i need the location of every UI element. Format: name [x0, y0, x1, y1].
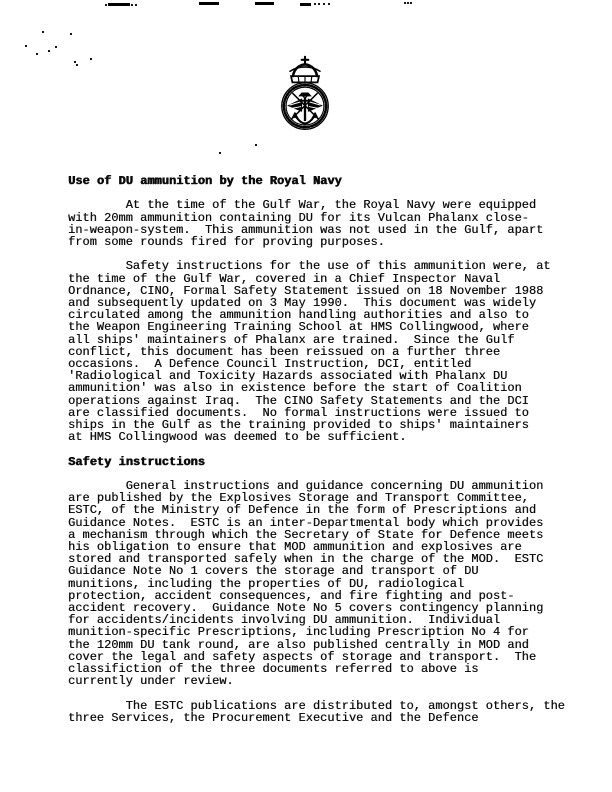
paragraph — [68, 700, 588, 724]
scan-artifact — [199, 2, 219, 5]
text-line: a mechanism through which the Secretary of State for Defence meets — [68, 527, 544, 542]
scan-artifact — [135, 4, 137, 6]
text-line: are classified documents. No formal instructions were issued to — [68, 405, 529, 420]
scan-speck — [70, 33, 72, 35]
section-heading: Safety instructions — [68, 454, 205, 469]
text-line: munitions, including the properties of DU, radiological — [68, 576, 465, 591]
scan-artifact — [105, 4, 107, 6]
scan-speck — [255, 144, 257, 146]
text-line: At the time of the Gulf War, the Royal Navy were equipped — [68, 198, 537, 213]
paragraph — [68, 260, 588, 443]
text-line: Guidance Notes. ESTC is an inter-Departmental body which provides — [68, 515, 544, 530]
section-heading: Use of DU ammunition by the Royal Navy — [68, 174, 342, 188]
text-line: stored and transported safely when in the charge of the MOD. ESTC — [68, 552, 544, 567]
scan-artifact — [318, 3, 320, 5]
text-line: accident recovery. Guidance Note No 5 covers contingency planning — [68, 601, 544, 616]
text-line: the Weapon Engineering Training School at HMS Collingwood, where — [68, 320, 529, 335]
text-line: with 20mm ammunition containing DU for its Vulcan Phalanx close- — [68, 210, 529, 225]
text-line: circulated among the ammunition handling authorities and also to — [68, 308, 529, 323]
text-line: munition-specific Prescriptions, including Prescription No 4 for — [68, 625, 529, 640]
mod-crest — [276, 55, 334, 133]
paragraph — [68, 480, 588, 687]
scan-speck — [48, 50, 50, 52]
scan-artifact — [404, 2, 406, 4]
scan-speck — [76, 64, 78, 66]
scan-speck — [219, 152, 221, 154]
text-line: are published by the Explosives Storage and Transport Committee, — [68, 491, 529, 506]
scan-artifact — [314, 3, 316, 5]
text-line: the 120mm DU tank round, are also published centrally in MOD and — [68, 637, 529, 652]
text-line: for accidents/incidents involving DU ammunition. Individual — [68, 613, 501, 628]
text-line: and subsequently updated on 3 May 1990. This document was widely — [68, 296, 537, 310]
scan-artifact — [407, 2, 409, 4]
text-line: Guidance Note No 1 covers the storage and transport of DU — [68, 564, 479, 579]
text-line: cover the legal and safety aspects of storage and transport. The — [68, 649, 537, 664]
scan-speck — [74, 61, 76, 63]
text-line: currently under review. — [68, 674, 234, 689]
text-line: 'Radiological and Toxicity Hazards associated with Phalanx DU — [68, 369, 508, 384]
text-line: at HMS Collingwood was deemed to be sufficient. — [68, 430, 407, 445]
text-line: in-weapon-system. This ammunition was not used in the Gulf, apart — [68, 222, 544, 237]
text-line: occasions. A Defence Council Instruction, DCI, entitled — [68, 357, 472, 372]
text-line: all ships' maintainers of Phalanx are trained. Since the Gulf — [68, 332, 515, 347]
scan-artifact — [323, 3, 325, 5]
text-line: conflict, this document has been reissued on a further three — [68, 344, 501, 359]
scan-speck — [36, 53, 38, 55]
scan-artifact — [328, 3, 330, 5]
text-line: General instructions and guidance concerning DU ammunition — [68, 479, 544, 494]
scan-speck — [90, 58, 92, 60]
text-line: his obligation to ensure that MOD ammunition and explosives are — [68, 540, 522, 555]
scan-artifact — [131, 4, 133, 6]
text-line: ammunition' was also in existence before the start of Coalition — [68, 381, 522, 396]
text-line: operations against Iraq. The CINO Safety Statements and the DCI — [68, 393, 529, 408]
text-line: from some rounds fired for proving purposes. — [68, 235, 385, 249]
text-line: three Services, the Procurement Executive and the Defence — [68, 710, 479, 725]
paragraph — [68, 199, 588, 248]
text-line: Ordnance, CINO, Formal Safety Statement issued on 18 November 1988 — [68, 283, 544, 298]
text-line: ships in the Gulf as the training provided to ships' maintainers — [68, 418, 529, 433]
scan-artifact — [108, 3, 130, 6]
text-line: protection, accident consequences, and fire fighting and post- — [68, 588, 515, 603]
scan-speck — [25, 45, 27, 47]
document-body — [68, 175, 588, 736]
scan-speck — [55, 46, 57, 48]
scan-speck — [42, 31, 44, 33]
uk-mod-tri-service-crest-icon — [276, 55, 334, 133]
text-line: classifiction of the three documents referred to above is — [68, 662, 479, 677]
scan-artifact — [255, 2, 274, 5]
text-line: The ESTC publications are distributed to, amongst others, the — [68, 698, 565, 713]
text-line: the time of the Gulf War, covered in a Chief Inspector Naval — [68, 271, 501, 286]
text-line: ESTC, of the Ministry of Defence in the form of Prescriptions and — [68, 503, 537, 518]
scan-artifact — [300, 3, 311, 6]
scan-artifact — [410, 2, 412, 4]
text-line: Safety instructions for the use of this ammunition were, at — [68, 259, 551, 274]
